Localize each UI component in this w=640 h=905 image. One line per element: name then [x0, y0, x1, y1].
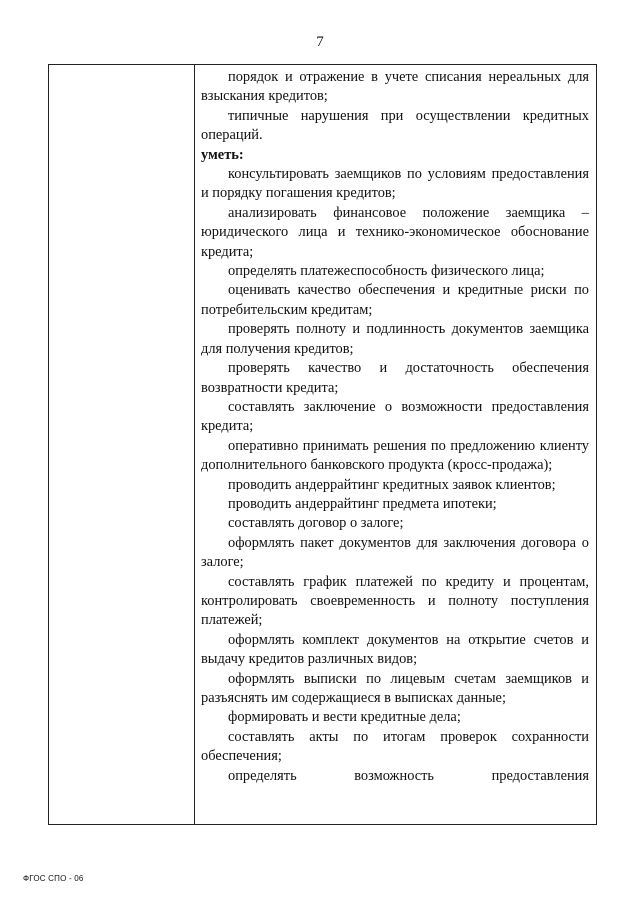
- list-item: составлять договор о залоге;: [228, 515, 404, 532]
- list-item: формировать и вести кредитные дела;: [228, 709, 461, 726]
- section-heading: уметь:: [201, 146, 244, 163]
- list-item: порядок и отражение в учете списания нереальных для взыскания кредитов;: [201, 69, 589, 105]
- competency-table: [48, 64, 597, 825]
- list-item: проводить андеррайтинг кредитных заявок клиентов;: [228, 476, 556, 493]
- list-item: составлять акты по итогам проверок сохранности обеспечения;: [201, 728, 589, 765]
- list-item: анализировать финансовое положение заемщика – юридического лица и технико-экономическое обоснование кредита;: [201, 204, 589, 260]
- list-item: консультировать заемщиков по условиям предоставления и порядку погашения кредитов;: [201, 166, 589, 202]
- table-right-cell: [201, 68, 589, 786]
- list-item: оценивать качество обеспечения и кредитные риски по потребительским кредитам;: [201, 282, 589, 318]
- list-item: оформлять выписки по лицевым счетам заемщиков и разъяснять им содержащиеся в выписках данные;: [201, 670, 589, 706]
- column-divider: [194, 65, 195, 824]
- list-item: типичные нарушения при осуществлении кредитных операций.: [201, 107, 589, 144]
- list-item: составлять график платежей по кредиту и процентам, контролировать своевременность и полноту поступления платежей;: [201, 573, 589, 629]
- list-item: оперативно принимать решения по предложению клиенту дополнительного банковского продукта (кросс-продажа);: [201, 437, 589, 474]
- footer-label: ФГОС СПО - 06: [23, 874, 84, 883]
- list-item: проводить андеррайтинг предмета ипотеки;: [228, 495, 497, 512]
- list-item: оформлять комплект документов на открытие счетов и выдачу кредитов различных видов;: [201, 631, 589, 668]
- list-item: определять возможность предоставления: [228, 767, 589, 784]
- list-item: проверять качество и достаточность обеспечения возвратности кредита;: [201, 360, 589, 396]
- list-item: оформлять пакет документов для заключения договора о залоге;: [201, 534, 589, 571]
- page-number: 7: [316, 34, 324, 50]
- list-item: определять платежеспособность физического лица;: [228, 263, 545, 280]
- list-item: составлять заключение о возможности предоставления кредита;: [201, 398, 589, 435]
- list-item: проверять полноту и подлинность документов заемщика для получения кредитов;: [201, 321, 589, 357]
